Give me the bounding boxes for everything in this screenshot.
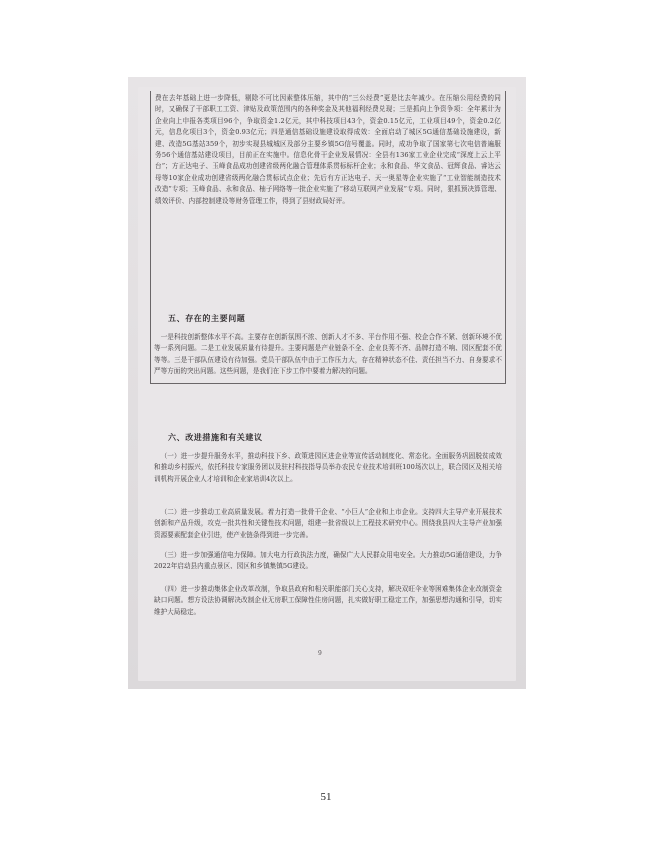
section5-heading: 五、存在的主要问题: [168, 313, 246, 323]
top-paragraph: 费在去年基础上进一步降低，剔除不可比因素整体压缩，其中的“三公经费”更是比去年减少。在压缩公用经费的同时，又确保了干部职工工资、津贴及政策范围内的各种奖金及其他福利经费兑现；三是抓向上争资争项：全年累计为企业向上申报各类项目96个，争取资金1.2亿元，其中科技项目43个，资金0.15亿元，工业项目49个，资金0.2亿元，信息化项目3个，资金0.93亿元；四是通信基础设施建设取得成效：全面启动了城区5G通信基础设施建设，新建、改造5G基站359个，初步实现县城城区及部分主要乡镇5G信号覆盖。同时，成功争取了国家第七次电信普遍服务56个通信基站建设项目，目前正在实施中。信息化骨干企业发展情况：全县有136家工业企业完成“深度上云上平台”；方正达电子、玉峰食品成功创建省级两化融合管理体系贯标标杆企业；永和食品、华文食品、冠辉食品、睿达云母等10家企业成功创建省级两化融合贯标试点企业；先后有方正达电子、天一奥星等企业实施了“工业智能制造技术改造”专项；玉峰食品、永和食品、柚子网络等一批企业实施了“移动互联网产业发展”专项。同时，狠抓预决算管理、绩效评价、内部控制建设等财务管理工作，得到了县财政局好评。: [155, 94, 501, 205]
inner-page-number: 9: [318, 650, 322, 657]
section6-item-1: （一）进一步提升服务水平，推动科技下乡、政策进园区进企业等宣传活动制度化、常态化。全面服务巩固脱贫成效和推动乡村振兴，依托科技专家服务团以及驻村科技指导员举办农民专业技术培训班100场次以上，联合园区及相关培训机构开展企业人才培训和企业家培训4次以上。: [154, 452, 502, 483]
section6-item-3: （三）进一步加强通信电力保障。加大电力行政执法力度，确保广大人民群众用电安全。大力推动5G通信建设，力争2022年启动县内重点景区、园区和乡镇集镇5G建设。: [154, 551, 502, 571]
section6-item-2: （二）进一步推动工业高质量发展。着力打造一批骨干企业、“小巨人”企业和上市企业。支持四大主导产业开展技术创新和产品升级，攻克一批共性和关键性技术问题，组建一批省级以上工程技术研究中心。围绕我县四大主导产业加强资源要素配套企业引进，使产业链条得到进一步完善。: [154, 508, 502, 539]
scanned-photo: [128, 77, 526, 689]
section5-body: 一是科技创新整体水平不高。主要存在创新氛围不浓、创新人才不多、平台作用不强、校企合作不紧、创新环境不优等一系列问题。二是工业发展质量有待提升。主要问题是产业链条不全、企业良莠不齐、品牌打造不响、园区配套不优等等。三是干部队伍建设有待加强。党员干部队伍中由于工作压力大，存在精神状态不佳、责任担当不力、自身要求不严等方面的突出问题。这些问题，是我们在下步工作中要着力解决的问题。: [154, 333, 502, 376]
paper-sheet: [138, 87, 516, 681]
section6-heading: 六、改进措施和有关建议: [168, 432, 263, 442]
page-number: 51: [320, 791, 332, 803]
section6-item-4: （四）进一步推动集体企业改革改制，争取县政府和相关职能部门关心支持，解决双旺伞业等困难集体企业改制资金缺口问题。想方设法协调解决改制企业无房职工保障性住房问题，扎实做好职工稳定工作，加强思想沟通和引导，切实维护大局稳定。: [154, 585, 502, 616]
